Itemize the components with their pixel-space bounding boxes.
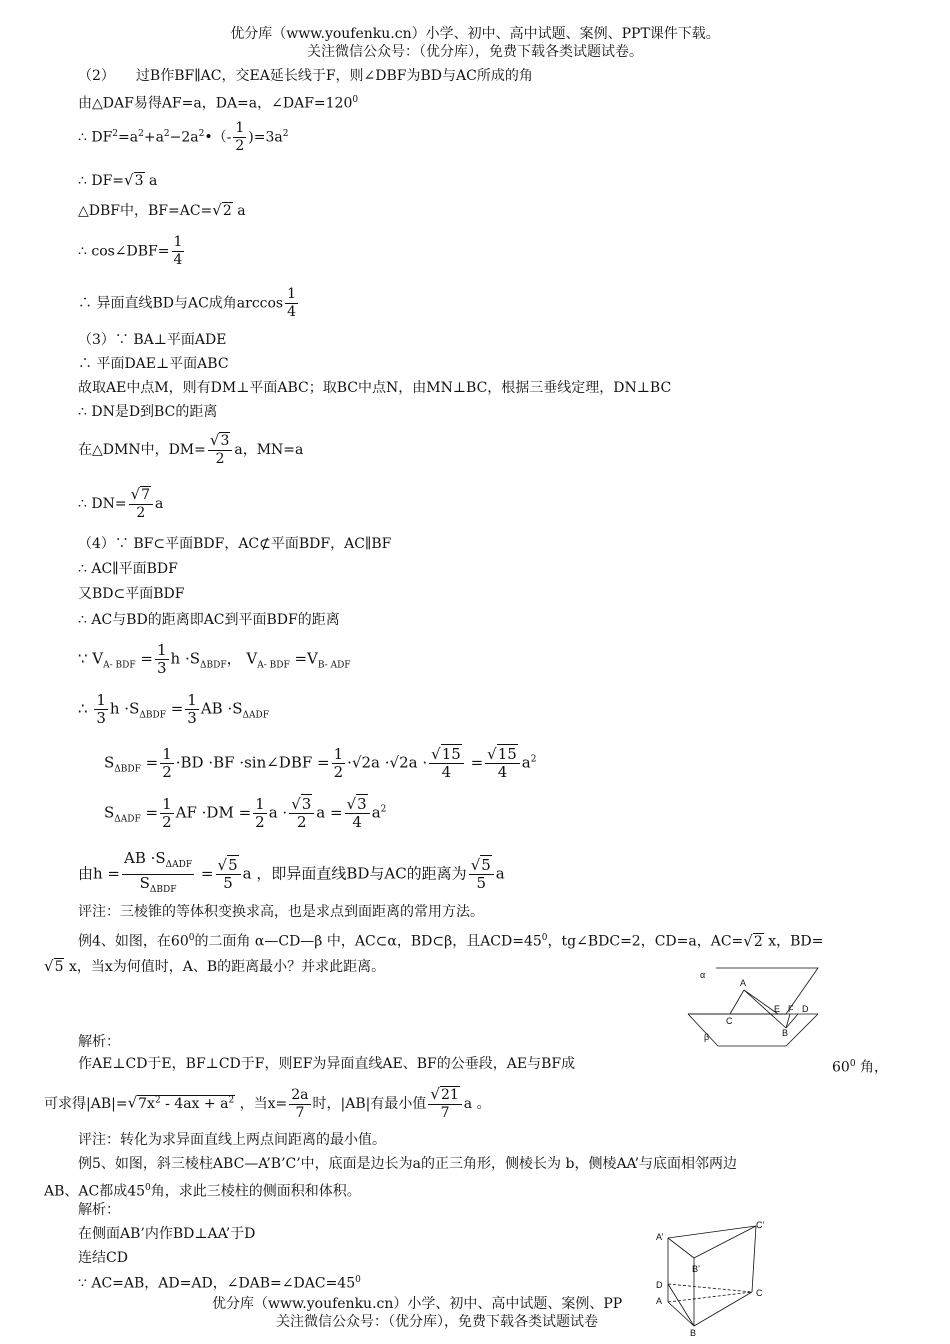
dihedral-angle-figure — [686, 966, 826, 1048]
text-line-26: 解析： — [78, 1034, 120, 1050]
formula-ab-min: 可求得$|AB|=√7x^2 - 4ax + a^2$ ，当x= $\frac{2a}{7}$ 时，|AB|有最小值 $\frac{√21}{7}$ a 。 — [44, 1085, 491, 1121]
footer-line-1: 优分库（www.youfenku.cn）小学、初中、高中试题、案例、PP — [212, 1296, 623, 1312]
text-line-33: 在侧面AB’内作BD⊥AA’于D — [78, 1226, 256, 1242]
formula-dn: ∴ DN= $\frac{√7}{2}$ a — [78, 485, 164, 521]
formula-s-bdf: $S_{\Delta BDF}$ = $\frac{1}{2}$ ·BD ·BF ·sin∠DBF = $\frac{1}{2}$ ·√2a ·√2a · $\frac{√15}{4}$ = $\frac{√15}{4}$ $a^2$ — [104, 745, 537, 781]
example5-line-1: 例5、如图，斜三棱柱ABC—A’B’C’中，底面是边长为a的正三角形，侧棱长为 b，侧棱AA’与底面相邻两边 — [78, 1156, 738, 1172]
point-b-label: B — [690, 1328, 697, 1338]
text-line-15: ∴ AC∥平面BDF — [78, 561, 178, 577]
point-b-label: B — [782, 1028, 789, 1038]
formula-s-adf: $S_{\Delta ADF}$ = $\frac{1}{2}$ AF ·DM = $\frac{1}{2}$ a · $\frac{√3}{2}$ a = $\frac{√3}{4}$ $a^2$ — [104, 795, 387, 831]
point-d-label: D — [802, 1004, 809, 1014]
formula-cos-dbf: ∴ cos∠DBF= $\frac{1}{4}$ — [78, 234, 183, 268]
point-f-label: F — [788, 1004, 794, 1014]
prism-figure — [652, 1218, 772, 1340]
text-line-11: ∴ DN是D到BC的距离 — [78, 404, 218, 420]
formula-dm: 在△DMN中，DM= $\frac{√3}{2}$ a，MN=a — [78, 431, 304, 467]
point-c-label: C — [726, 1016, 733, 1026]
formula-volume-eq: ∵ $V_{A- BDF}$ = $\frac{1}{3}$ $h \cdot S_{\Delta BDF}$， $V_{A- BDF} =V_{B- ADF}$ — [78, 641, 351, 677]
alpha-label: α — [700, 970, 706, 980]
point-a-prime-label: A’ — [656, 1232, 664, 1242]
footer-line-2: 关注微信公众号：（优分库），免费下载各类试题试卷 — [276, 1314, 598, 1330]
text-line-27: 作AE⊥CD于E，BF⊥CD于F，则EF为异面直线AE、BF的公垂段，AE与BF成 — [78, 1056, 576, 1072]
formula-volume-expand: ∴ $\frac{1}{3}$ $h \cdot S_{\Delta BDF}$ = $\frac{1}{3}$ AB $\cdot S_{\Delta ADF}$ — [78, 691, 269, 727]
point-d-label: D — [656, 1280, 663, 1290]
point-a-label: A — [656, 1296, 663, 1306]
text-line-29: 评注：转化为求异面直线上两点间距离的最小值。 — [78, 1132, 386, 1148]
example5-line-2: AB、AC都成$45^0$角，求此三棱柱的侧面积和体积。 — [44, 1183, 361, 1200]
formula-bf: △DBF中，BF=AC=√2 a — [78, 201, 246, 219]
text-line-23: 评注：三棱锥的等体积变换求高，也是求点到面距离的常用方法。 — [78, 904, 484, 920]
text-line-09: ∴ 平面DAE⊥平面ABC — [78, 356, 229, 372]
text-line-01: （2） 过B作BF∥AC，交EA延长线于F，则∠DBF为BD与AC所成的角 — [78, 68, 533, 84]
text-line-08: （3）∵ BA⊥平面ADE — [78, 332, 227, 348]
text-line-02: 由△DAF易得AF=a，DA=a，$\angle DAF=120^0$ — [78, 95, 359, 112]
example4-line-1: 例4、如图，在$60^0$的二面角 α—CD—β 中，AC⊂α，BD⊂β，且$ACD=45^0$，tg∠BDC=2，CD=a，AC=√2 x，BD= — [78, 931, 824, 950]
formula-h-result: 由h = $\frac{AB \cdot S_{\Delta ADF}}{S_{\Delta BDF}}$ = $\frac{√5}{5}$ a ，即异面直线BD与AC的距离为 $\frac{√5}{5}$ a — [78, 849, 505, 895]
point-b-prime-label: B’ — [692, 1264, 701, 1274]
formula-df: ∴ DF=√3 a — [78, 171, 158, 189]
beta-label: β — [704, 1032, 710, 1042]
point-e-label: E — [774, 1004, 781, 1014]
text-line-10: 故取AE中点M，则有DM⊥平面ABC；取BC中点N，由MN⊥BC，根据三垂线定理，DN⊥BC — [78, 380, 672, 396]
text-line-32: 解析： — [78, 1202, 120, 1218]
example4-line-2: √5 x，当x为何值时，A、B的距离最小？并求此距离。 — [44, 957, 386, 975]
text-line-17: ∴ AC与BD的距离即AC到平面BDF的距离 — [78, 612, 340, 628]
point-c-prime-label: C’ — [756, 1220, 765, 1230]
formula-arccos: ∴ 异面直线BD与AC成角arccos $\frac{1}{4}$ — [78, 286, 297, 320]
text-line-27-end: $60^0$ 角， — [832, 1059, 889, 1076]
header-line-2: 关注微信公众号：（优分库），免费下载各类试题试卷。 — [307, 44, 643, 60]
header-line-1: 优分库（www.youfenku.cn）小学、初中、高中试题、案例、PPT课件下载。 — [230, 26, 720, 42]
text-line-35: ∵ AC=AB，AD=AD，$\angle DAB=\angle DAC=45^0$ — [78, 1275, 361, 1292]
formula-df-squared: ∴ $DF^2=a^2+a^2-2a^2•(-$ $\frac{1}{2}$ )$=3a^2$ — [78, 120, 289, 154]
point-c-label: C — [756, 1288, 763, 1298]
point-a-label: A — [740, 978, 747, 988]
text-line-16: 又BD⊂平面BDF — [78, 586, 185, 602]
text-line-34: 连结CD — [78, 1250, 128, 1266]
text-line-14: （4）∵ BF⊂平面BDF，AC⊄平面BDF，AC∥BF — [78, 536, 392, 552]
